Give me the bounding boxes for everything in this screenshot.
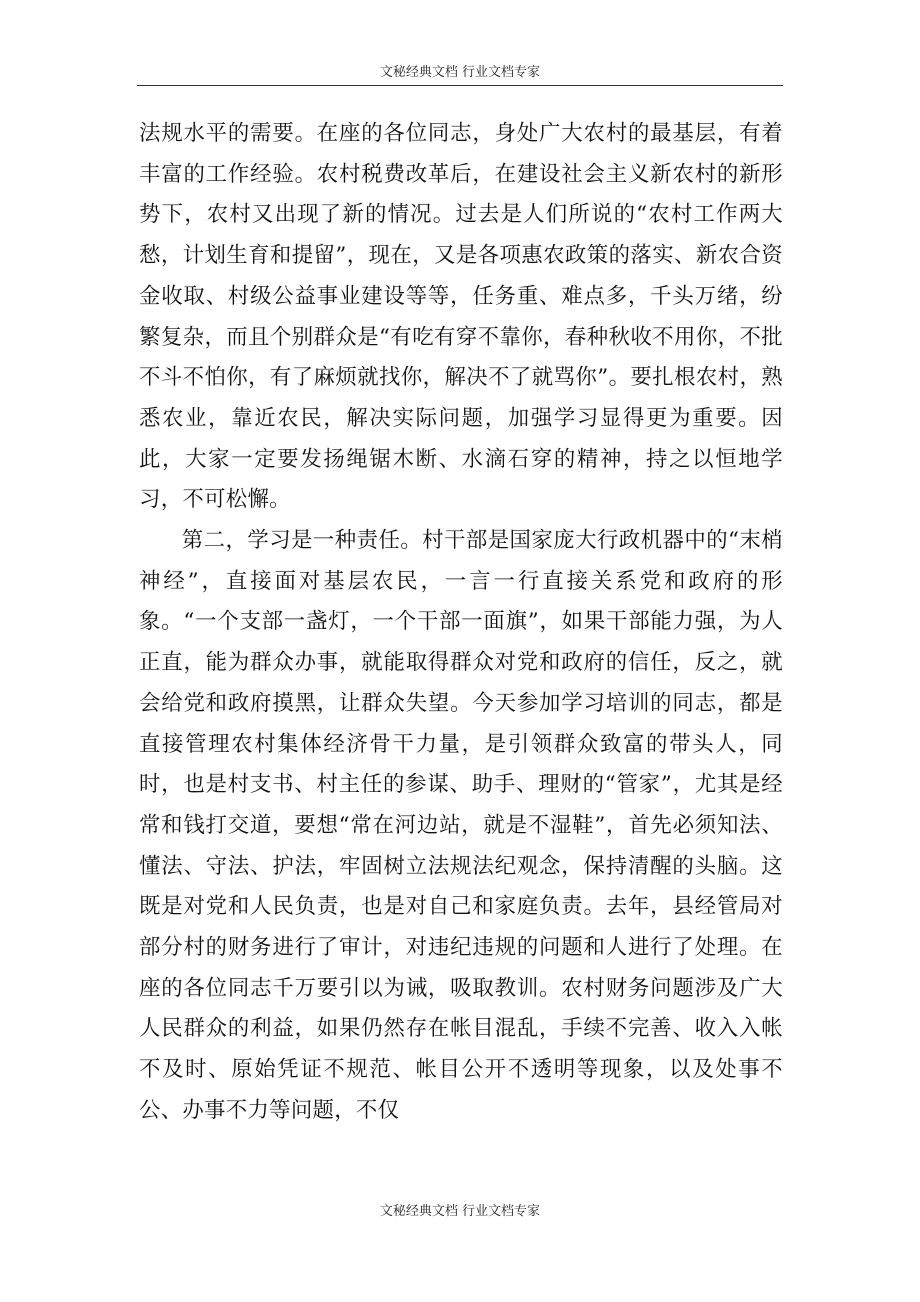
document-body [139, 114, 783, 1132]
paragraph-second-point: 第二，学习是一种责任。村干部是国家庞大行政机器中的“末梢神经”，直接面对基层农民，一言一行直接关系党和政府的形象。“一个支部一盏灯，一个干部一面旗”，如果干部能力强，为人正直，能为群众办事，就能取得群众对党和政府的信任，反之，就会给党和政府摸黑，让群众失望。今天参加学习培训的同志，都是直接管理农村集体经济骨干力量，是引领群众致富的带头人，同时，也是村支书、村主任的参谋、助手、理财的“管家”，尤其是经常和钱打交道，要想“常在河边站，就是不湿鞋”，首先必须知法、懂法、守法、护法，牢固树立法规法纪观念，保持清醒的头脑。这既是对党和人民负责，也是对自己和家庭负责。去年，县经管局对部分村的财务进行了审计，对违纪违规的问题和人进行了处理。在座的各位同志千万要引以为诫，吸取教训。农村财务问题涉及广大人民群众的利益，如果仍然存在帐目混乱，手续不完善、收入入帐不及时、原始凭证不规范、帐目公开不透明等现象，以及处事不公、办事不力等问题，不仅 [139, 528, 783, 1123]
page-header: 文秘经典文档 行业文档专家 [379, 65, 541, 80]
header-divider [137, 85, 783, 86]
paragraph-continuation: 法规水平的需要。在座的各位同志，身处广大农村的最基层，有着丰富的工作经验。农村税费改革后，在建设社会主义新农村的新形势下，农村又出现了新的情况。过去是人们所说的“农村工作两大愁，计划生育和提留”，现在，又是各项惠农政策的落实、新农合资金收取、村级公益事业建设等等，任务重、难点多，千头万绪，纷繁复杂，而且个别群众是“有吃有穿不靠你，春种秋收不用你，不批不斗不怕你，有了麻烦就找你，解决不了就骂你”。要扎根农村，熟悉农业，靠近农民，解决实际问题，加强学习显得更为重要。因此，大家一定要发扬绳锯木断、水滴石穿的精神，持之以恒地学习，不可松懈。 [139, 121, 783, 513]
page-footer: 文秘经典文档 行业文档专家 [379, 1204, 541, 1219]
